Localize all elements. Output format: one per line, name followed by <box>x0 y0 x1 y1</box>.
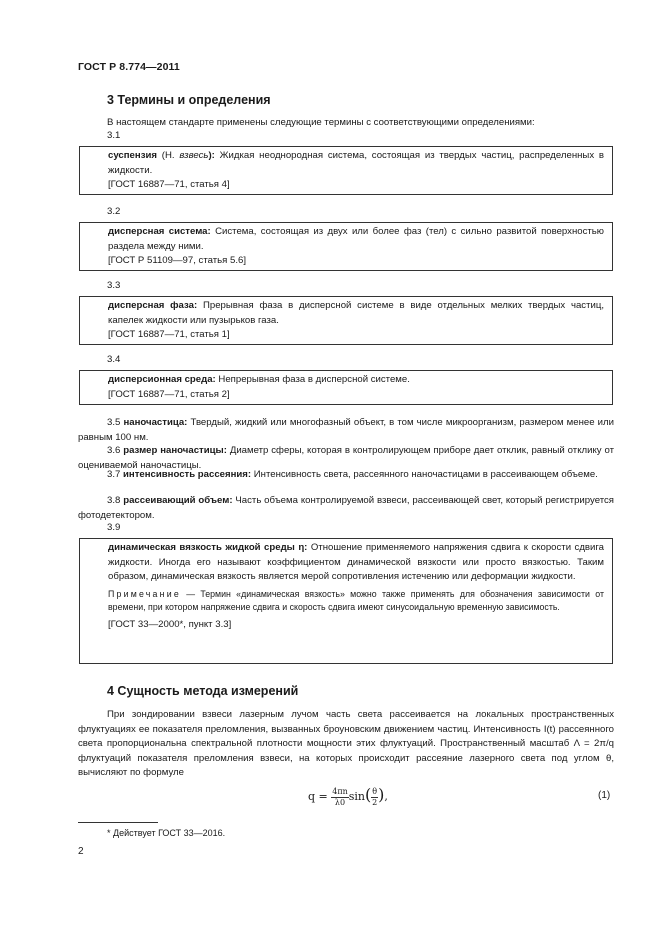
term-definition <box>108 149 604 178</box>
term-box <box>79 146 613 195</box>
term-reference: [ГОСТ 16887—71, статья 4] <box>108 179 230 190</box>
term-name: динамическая вязкость жидкой среды η: <box>108 542 308 553</box>
term-box <box>79 296 613 345</box>
term-definition-text: Прерывная фаза в дисперсной системе в виде отдельных мелких твердых частиц, капелек жидкости или пузырьков газа. <box>108 300 604 326</box>
term-name: дисперсионная среда: <box>108 374 216 385</box>
term-number: 3.3 <box>107 280 121 291</box>
note-label: Примечание <box>108 588 181 599</box>
note-text: — Термин «динамическая вязкость» можно также применять для обозначения зависимости от времени, при котором напряжение сдвига и скорость сдвига имеют синусоидальную временную зависимость. <box>108 588 604 612</box>
term-definition-text: Система, состоящая из двух или более фаз (тел) с сильно развитой поверхностью раздела между ними. <box>108 226 604 252</box>
term-definition <box>108 373 604 388</box>
document-header: ГОСТ Р 8.774—2011 <box>78 61 180 73</box>
formula-tail: , <box>384 790 388 803</box>
formula-denominator: λ0 <box>334 797 346 807</box>
term-definition-text: Жидкая неоднородная система, состоящая из твердых частиц, распределенных в жидкости. <box>108 150 604 176</box>
term-name: дисперсная система: <box>108 226 211 237</box>
term-paren: ): <box>208 150 215 161</box>
term-number: 3.6 <box>107 445 121 456</box>
section-4-paragraph: При зондировании взвеси лазерным лучом часть света рассеивается на локальных пространственных флуктуациях ее показателя преломления, вызванных броуновским движением частиц. Интенсивность I(t) рассеянного света пропорциональна спектральной плотности мощности этих флуктуаций. Пространственный масштаб Λ = 2π/q флуктуаций показателя преломления взвеси, на которых происходит рассеяние лазерного света под углом θ, вычисляют по формуле <box>78 709 614 778</box>
term-reference: [ГОСТ Р 51109—97, статья 5.6] <box>108 255 247 266</box>
section-4-title: 4 Сущность метода измерений <box>107 684 299 698</box>
formula-fraction <box>331 787 349 808</box>
term-definition <box>108 541 604 585</box>
term-reference: [ГОСТ 16887—71, статья 1] <box>108 329 230 340</box>
formula-1: q = $\frac{4\pi n}{\lambda 0}\sin$( $\frac{\theta}{2}$), <box>308 785 388 807</box>
term-name: наночастица: <box>123 417 188 428</box>
formula-arg-numerator: θ <box>372 786 378 796</box>
page-number: 2 <box>78 846 84 857</box>
term-box <box>79 222 613 271</box>
formula-lhs: q = <box>308 790 328 803</box>
term-note <box>108 588 604 614</box>
term-number: 3.2 <box>107 206 121 217</box>
footnote: * Действует ГОСТ 33—2016. <box>107 828 226 838</box>
term-definition <box>108 299 604 328</box>
formula-arg-denominator: 2 <box>372 797 378 807</box>
section-3-intro: В настоящем стандарте применены следующие термины с соответствующими определениями: <box>107 117 535 128</box>
term-definition-text: Отношение применяемого напряжения сдвига к скорости сдвига жидкости. Иногда его называют коэффициентом динамической вязкости или просто вязкостью. Таким образом, динамическая вязкость является мерой сопротивления истечению или деформации жидкости. <box>108 542 604 582</box>
term-name: рассеивающий объем: <box>123 495 233 506</box>
term-name: суспензия <box>108 150 157 161</box>
formula-func: sin <box>348 790 366 803</box>
term-number: 3.1 <box>107 130 121 141</box>
term-number: 3.5 <box>107 417 121 428</box>
term-definition-text: Диаметр сферы, которая в контролирующем приборе дает отклик, равный отклику от оцениваемой наночастицы. <box>78 445 614 471</box>
term-number: 3.8 <box>107 495 121 506</box>
term-paragraph <box>78 468 614 483</box>
term-definition-text: Непрерывная фаза в дисперсной системе. <box>215 374 410 385</box>
term-paragraph <box>78 494 614 523</box>
term-name: дисперсная фаза: <box>108 300 198 311</box>
term-reference: [ГОСТ 16887—71, статья 2] <box>108 388 230 400</box>
term-box <box>79 538 613 664</box>
term-name: интенсивность рассеяния: <box>123 469 252 480</box>
term-name: размер наночастицы: <box>123 445 227 456</box>
term-number: 3.4 <box>107 354 121 365</box>
term-synonym: взвесь <box>179 150 209 161</box>
term-definition-text: Часть объема контролируемой взвеси, рассеивающей свет, который регистрируется фотодетектором. <box>78 495 614 521</box>
term-definition <box>108 225 604 254</box>
term-box <box>79 370 613 405</box>
term-paren: (Н. <box>156 150 180 161</box>
term-definition-text: Твердый, жидкий или многофазный объект, в том числе микроорганизм, размером менее или равным 100 нм. <box>78 417 614 443</box>
formula-numerator: 4πn <box>332 786 348 796</box>
term-definition-text: Интенсивность света, рассеянного наночастицами в рассеивающем объеме. <box>251 469 598 480</box>
term-number: 3.9 <box>107 522 121 533</box>
term-number: 3.7 <box>107 469 121 480</box>
footnote-divider <box>78 822 158 823</box>
term-reference: [ГОСТ 33—2000*, пункт 3.3] <box>108 618 232 630</box>
section-3-title: 3 Термины и определения <box>107 93 271 107</box>
formula-label: (1) <box>598 790 611 801</box>
term-paragraph <box>78 416 614 445</box>
